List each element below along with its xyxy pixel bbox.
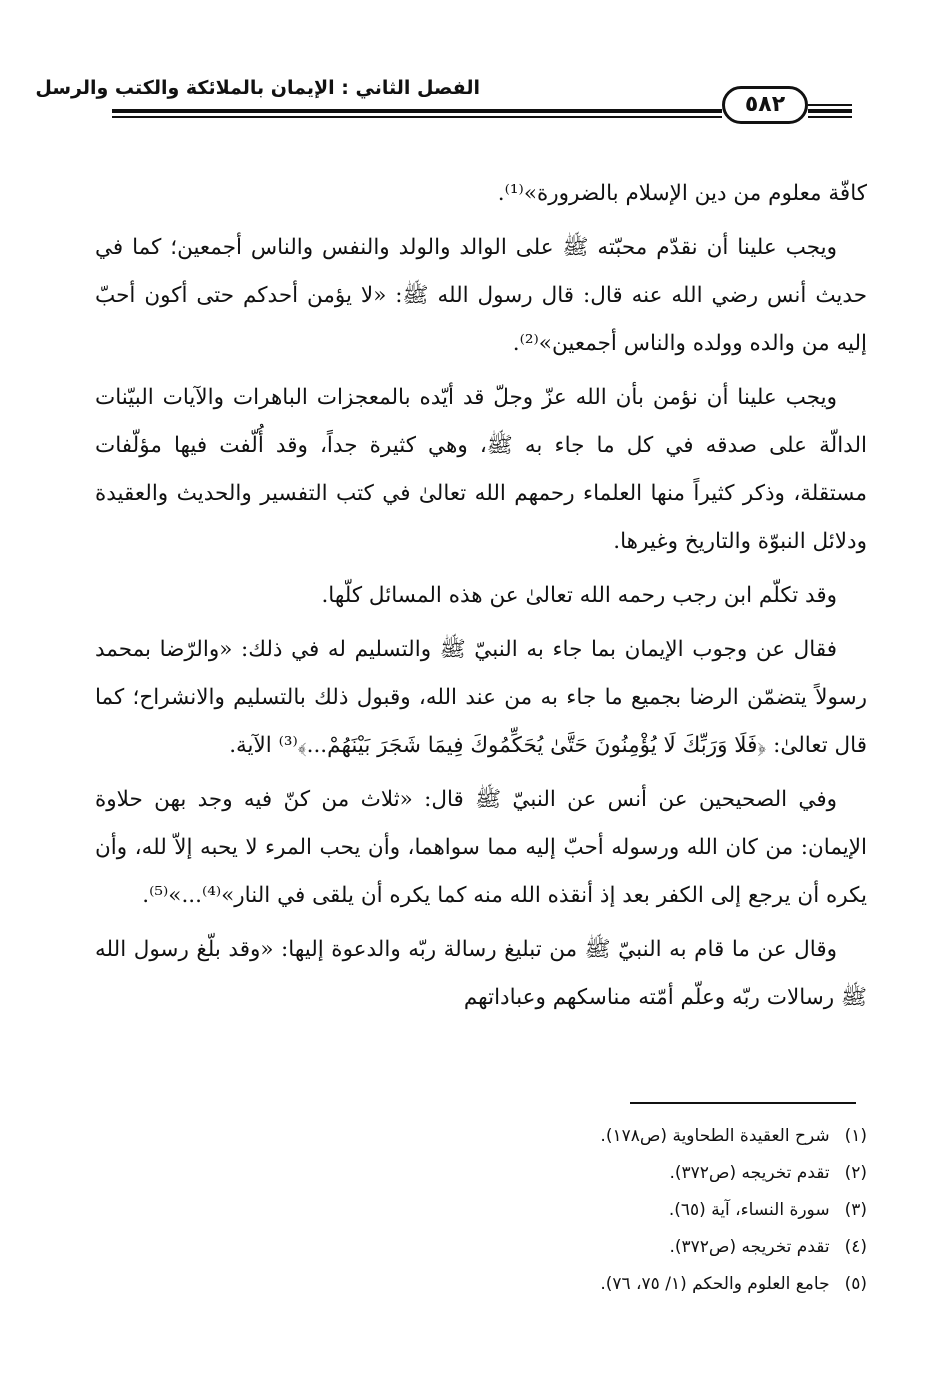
footnote [95, 1192, 867, 1229]
chapter-title: الفصل الثاني : الإيمان بالملائكة والكتب والرسل [35, 77, 480, 99]
header-rule-right-thick [808, 109, 852, 113]
footnote [95, 1155, 867, 1192]
paragraph: وفي الصحيحين عن أنس عن النبيّ ﷺ قال: «ثلاث من كنّ فيه وجد بهن حلاوة الإيمان: من كان الله ورسوله أحبّ إليه مما سواهما، وأن يحب المرء لا يحبه إلاّ لله، وأن يكره أن يرجع إلى الكفر بعد إذ أنقذه الله منه كما يكره أن يلقى في النار»⁽⁴⁾...»⁽⁵⁾. [95, 787, 867, 908]
footnote-divider [630, 1102, 856, 1104]
footnote-number: (٣) [844, 1200, 867, 1220]
footnote-number: (٥) [844, 1274, 867, 1294]
footnotes [95, 1118, 867, 1303]
main-text [95, 170, 867, 1028]
paragraph: وقد تكلّم ابن رجب رحمه الله تعالىٰ عن هذه المسائل كلّها. [321, 583, 837, 608]
page-number: ٥٨٢ [722, 86, 808, 124]
header-rule-thin [112, 116, 722, 118]
paragraph: كافّة معلوم من دين الإسلام بالضرورة»⁽¹⁾. [497, 181, 867, 206]
footnote-number: (٤) [844, 1237, 867, 1257]
footnote-number: (٢) [844, 1163, 867, 1183]
footnote-text: تقدم تخريجه (ص٣٧٢). [669, 1237, 830, 1257]
footnote-text: شرح العقيدة الطحاوية (ص١٧٨). [600, 1126, 830, 1146]
paragraph: ويجب علينا أن نقدّم محبّته ﷺ على الوالد والولد والنفس والناس أجمعين؛ كما في حديث أنس رضي الله عنه قال: قال رسول الله ﷺ: «لا يؤمن أحدكم حتى أكون أحبّ إليه من والده وولده والناس أجمعين»⁽²⁾. [95, 235, 867, 356]
paragraph: ويجب علينا أن نؤمن بأن الله عزّ وجلّ قد أيّده بالمعجزات الباهرات والآيات البيّنات الدالّة على صدقه في كل ما جاء به ﷺ، وهي كثيرة جداً، وقد أُلّفت فيها مؤلّفات مستقلة، وذكر كثيراً منها العلماء رحمهم الله تعالىٰ في كتب التفسير والحديث والعقيدة ودلائل النبوّة والتاريخ وغيرها. [95, 385, 867, 554]
footnote [95, 1266, 867, 1303]
footnote [95, 1229, 867, 1266]
header-rule-right-thin [808, 116, 852, 118]
footnote-text: تقدم تخريجه (ص٣٧٢). [669, 1163, 830, 1183]
header-rule [112, 109, 722, 113]
footnote [95, 1118, 867, 1155]
header-rule-right [808, 104, 852, 106]
paragraph: وقال عن ما قام به النبيّ ﷺ من تبليغ رسالة ربّه والدعوة إليها: «وقد بلّغ رسول الله ﷺ رسالات ربّه وعلّم أمّته مناسكهم وعباداتهم [95, 937, 867, 1010]
footnote-text: جامع العلوم والحكم (١/ ٧٥، ٧٦). [600, 1274, 830, 1294]
footnote-text: سورة النساء، آية (٦٥). [668, 1200, 830, 1220]
footnote-number: (١) [844, 1126, 867, 1146]
paragraph: فقال عن وجوب الإيمان بما جاء به النبيّ ﷺ والتسليم له في ذلك: «والرّضا بمحمد رسولاً يتضمّن الرضا بجميع ما جاء به من عند الله، وقبول ذلك بالتسليم والانشراح؛ كما قال تعالىٰ: ﴿فَلَا وَرَبِّكَ لَا يُؤْمِنُونَ حَتَّىٰ يُحَكِّمُوكَ فِيمَا شَجَرَ بَيْنَهُمْ...﴾⁽³⁾ الآية. [95, 637, 867, 758]
